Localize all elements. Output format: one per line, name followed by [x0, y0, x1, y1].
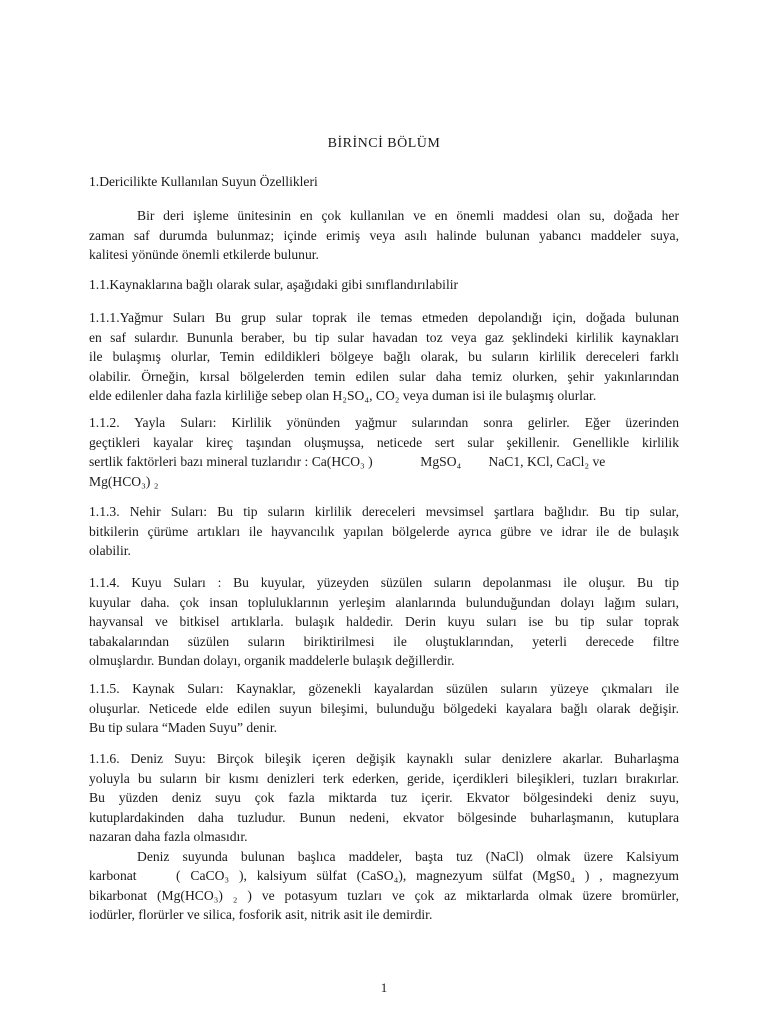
paragraph-line: karbonat ( CaCO₃ ), kalsiyum sülfat (CaSO₄), magnezyum sülfat (MgS0₄ ) , magnezyum: [89, 868, 679, 883]
paragraph-line: iodürler, florürler ve silica, fosforik asit, nitrik asit ile demirdir.: [89, 907, 433, 922]
paragraph-line: kutuplardakinden daha tuzludur. Bunun nedeni, ekvator bölgesinde buharlaşmanın, kutuplara: [89, 809, 679, 825]
paragraph-line: 1.1.2. Yayla Suları: Kirlilik yönünden yağmur sularından sonra gelirler. Eğer üzerinden: [89, 415, 679, 430]
paragraph-line: 1.1.1.Yağmur Suları Bu grup sular toprak ile temas etmeden depolandığı için, doğada bulunan: [89, 310, 679, 325]
paragraph-line: kalitesi yönünde önemli etkilerde bulunur.: [89, 247, 319, 262]
intro-paragraph: [89, 206, 679, 265]
paragraph-line: elde edilenler daha fazla kirliliğe sebep olan H₂SO₄, CO₂ veya duman isi ile bulaşmış olurlar.: [89, 388, 597, 403]
paragraph-line: bitkilerin çürüme artıkları ile hayvancılık yapılan bölgelerde ayrıca gübre ve idrar ile de bulaşık: [89, 523, 679, 539]
paragraph-line: sertlik faktörleri bazı mineral tuzlarıdır : Ca(HCO₃ ) MgSO₄ NaC1, KCl, CaCl₂ ve: [89, 454, 606, 469]
paragraph-line: tabakalarından süzülen suların biriktirilmesi ile oluştuklarından, yeterli derecede filtre: [89, 633, 679, 649]
sea-water-paragraph: [89, 749, 679, 925]
paragraph-line: olmuşlardır. Bundan dolayı, organik maddelerle bulaşık değillerdir.: [89, 653, 455, 668]
section-heading-1-1: [89, 275, 679, 295]
paragraph-line: zaman saf durumda bulunmaz; içinde erimiş veya asılı halinde bulunan yabancı maddeler suya,: [89, 227, 679, 243]
river-water-paragraph: [89, 502, 679, 561]
paragraph-line: yoluyla bu suların bir kısmı denizleri terk ederken, geride, içerdikleri bileşikleri, tuzları bırakırlar.: [89, 770, 679, 786]
paragraph-line: kuyular daha. çok insan topluluklarının yerleşim alanlarında bulunduğundan dolayı lağım suları,: [89, 594, 679, 610]
paragraph-line: 1.1.4. Kuyu Suları : Bu kuyular, yüzeyden süzülen suların depolanması ile oluşur. Bu tip: [89, 575, 679, 590]
paragraph-line: oluşurlar. Neticede elde edilen suyun bileşimi, bulunduğu bölgedeki kayalara bağlı olarak değişir.: [89, 700, 679, 716]
section-heading-text: 1.Dericilikte Kullanılan Suyun Özellikleri: [89, 174, 318, 189]
chapter-title: BİRİNCİ BÖLÜM: [327, 136, 441, 151]
paragraph-line: Bu tip sulara “Maden Suyu” denir.: [89, 720, 278, 735]
paragraph-line: olabilir. Örneğin, kırsal bölgelerden temin edilen sular daha temiz olurken, şehir yakınlarından: [89, 368, 679, 384]
well-water-paragraph: [89, 573, 679, 671]
paragraph-line: hayvansal ve bitkisel artıklarla. bulaşık haldedir. Derin kuyu suları ise bu tip sular toprak: [89, 614, 679, 629]
page-number: 1: [380, 980, 388, 995]
rain-water-paragraph: [89, 308, 679, 406]
paragraph-line: Bu yüzden deniz suyu çok fazla miktarda tuz içerir. Ekvator bölgesindeki deniz suyu,: [89, 790, 679, 805]
paragraph-line: 1.1.3. Nehir Suları: Bu tip suların kirlilik dereceleri mevsimsel şartlara bağlıdır. Bu tip sular,: [89, 504, 679, 519]
section-heading-text: 1.1.Kaynaklarına bağlı olarak sular, aşağıdaki gibi sınıflandırılabilir: [89, 277, 459, 292]
plateau-water-paragraph: [89, 413, 679, 491]
paragraph-line: olabilir.: [89, 543, 131, 558]
spring-water-paragraph: [89, 679, 679, 738]
paragraph-line: en saf sulardır. Bununla beraber, bu tip sular havadan toz veya gaz şeklindeki kirlilik kaynakları: [89, 329, 679, 345]
paragraph-line: geçtikleri kayalar kireç taşından oluşmuşsa, neticede sert sular şekillenir. Genellikle kirlilik: [89, 434, 679, 450]
paragraph-line: 1.1.5. Kaynak Suları: Kaynaklar, gözenekli kayalardan süzülen suların yüzeye çıkmaları ile: [89, 681, 679, 696]
paragraph-line: 1.1.6. Deniz Suyu: Birçok bileşik içeren değişik kaynaklı sular denizlere akarlar. Buharlaşma: [89, 751, 679, 766]
paragraph-line: bikarbonat (Mg(HCO₃) ₂ ) ve potasyum tuzları ve çok az miktarlarda olmak üzere bromürler,: [89, 887, 679, 903]
paragraph-line: Bir deri işleme ünitesinin en çok kullanılan ve en önemli maddesi olan su, doğada her: [137, 208, 679, 223]
section-heading-1: [89, 172, 679, 192]
paragraph-line: nazaran daha fazla olmasıdır.: [89, 829, 248, 844]
paragraph-line: ile bulaşmış olurlar, Temin edildikleri bölgeye bağlı olarak, bu suların kirlilik dereceleri farklı: [89, 349, 679, 364]
paragraph-line: Mg(HCO₃) ₂: [89, 473, 159, 489]
paragraph-line: Deniz suyunda bulunan başlıca maddeler, başta tuz (NaCl) olmak üzere Kalsiyum: [137, 848, 679, 864]
